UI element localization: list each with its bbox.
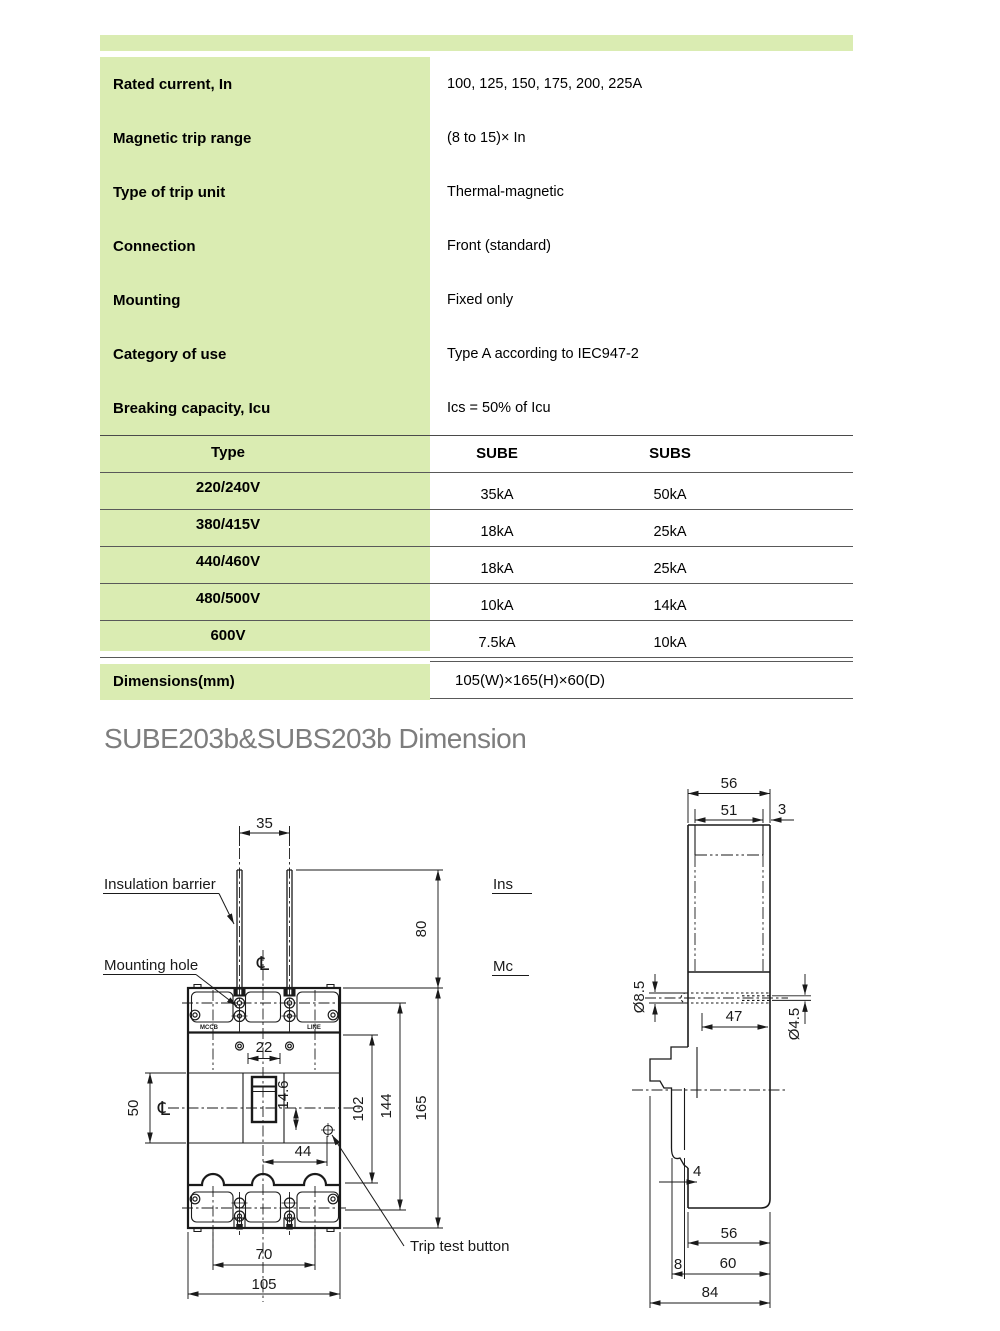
dim-60: 60: [719, 1255, 737, 1272]
dim-4: 4: [693, 1163, 702, 1180]
dim-84: 84: [701, 1284, 719, 1301]
dim-80: 80: [413, 920, 430, 938]
sube-cell: 35kA: [480, 487, 514, 503]
dim-14-6: 14.6: [275, 1080, 292, 1110]
centerline-symbol-top: ℄: [256, 953, 270, 975]
subs-cell: 14kA: [653, 598, 687, 614]
spec-value: 100, 125, 150, 175, 200, 225A: [447, 76, 643, 92]
sube-cell: 10kA: [480, 598, 514, 614]
breaking-table-header: [100, 435, 853, 473]
dimension-lines: [150, 833, 438, 1294]
spec-label: Category of use: [113, 345, 227, 363]
dim-35: 35: [256, 815, 273, 832]
front-view-texts: [104, 815, 510, 1293]
dimensions-label: Dimensions(mm): [100, 664, 430, 700]
spec-row: [100, 57, 853, 111]
sube-cell: 18kA: [480, 561, 514, 577]
dim-dia-4-5: Ø4.5: [786, 1007, 803, 1041]
cropped-mounting-label: Mc: [493, 958, 513, 975]
sube-cell: 18kA: [480, 524, 514, 540]
spec-row: [100, 381, 853, 435]
spec-row: [100, 165, 853, 219]
spec-value: Ics = 50% of Icu: [447, 400, 551, 416]
centerline-symbol-left: ℄: [157, 1098, 171, 1120]
cropped-labels: [492, 876, 532, 976]
dim-102: 102: [350, 1096, 367, 1122]
table-row: [100, 547, 853, 584]
foot-inner-lines: [685, 1047, 698, 1150]
subs-cell: 10kA: [653, 635, 687, 651]
trip-test-button-label: Trip test button: [410, 1238, 510, 1255]
centerlines: [168, 848, 362, 1302]
spec-value: Fixed only: [447, 292, 514, 308]
section-heading: SUBE203b&SUBS203b Dimension: [104, 723, 527, 754]
table-row: [100, 584, 853, 621]
mounting-hole-label: Mounting hole: [104, 957, 199, 974]
spec-table: [100, 57, 853, 435]
dimension-drawing: [0, 758, 1000, 1331]
spec-row: [100, 327, 853, 381]
spec-row: [100, 219, 853, 273]
subs-cell: 25kA: [653, 561, 687, 577]
side-barrier-outline: [688, 825, 770, 972]
col-header-type: Type: [211, 444, 245, 461]
col-header-sube: SUBE: [476, 445, 518, 462]
line-marking: LINE: [307, 1025, 321, 1031]
voltage-cell: 600V: [210, 627, 246, 644]
side-barrier-phantom-lines: [695, 855, 763, 971]
spec-label: Type of trip unit: [113, 183, 226, 201]
dim-56-bottom: 56: [720, 1225, 738, 1242]
insulation-barrier-label: Insulation barrier: [104, 876, 216, 893]
spec-row: [100, 273, 853, 327]
spec-value: Thermal-magnetic: [447, 184, 564, 200]
mccb-marking: MCCB: [200, 1025, 218, 1031]
sube-cell: 7.5kA: [478, 635, 516, 651]
trip-test-button-mark: [321, 1123, 335, 1137]
voltage-cell: 220/240V: [195, 479, 261, 496]
dim-dia-8-5: Ø8.5: [631, 980, 648, 1014]
breaking-capacity-table: [100, 435, 853, 658]
spec-value: Front (standard): [447, 238, 551, 254]
leader-lines: [103, 894, 404, 1247]
dim-56-top: 56: [720, 775, 738, 792]
dim-70: 70: [255, 1246, 273, 1263]
dim-51: 51: [720, 802, 738, 819]
col-header-subs: SUBS: [649, 445, 691, 462]
table-row: [100, 621, 853, 658]
dim-144: 144: [378, 1093, 395, 1119]
side-view-texts: [631, 775, 803, 1301]
dim-47: 47: [725, 1008, 743, 1025]
voltage-cell: 380/415V: [195, 516, 261, 533]
spec-label: Connection: [113, 237, 196, 255]
dim-50: 50: [125, 1099, 142, 1117]
dim-3: 3: [777, 801, 787, 818]
spec-label: Magnetic trip range: [113, 129, 252, 147]
spec-value: (8 to 15)× In: [447, 130, 526, 146]
subs-cell: 50kA: [653, 487, 687, 503]
table-row: [100, 473, 853, 510]
dim-44: 44: [294, 1143, 312, 1160]
dim-22: 22: [255, 1039, 273, 1056]
dim-105: 105: [251, 1276, 277, 1293]
spec-label: Breaking capacity, Icu: [113, 399, 271, 417]
dim-165: 165: [413, 1095, 430, 1121]
cropped-insulation-label: Ins: [493, 876, 514, 893]
dim-8: 8: [673, 1256, 683, 1273]
side-barrier-inner-lines: [695, 825, 763, 855]
subs-cell: 25kA: [653, 524, 687, 540]
table-row: [100, 510, 853, 547]
spec-value: Type A according to IEC947-2: [447, 346, 639, 362]
spec-label: Mounting: [113, 291, 181, 309]
mounting-foot-profile: [650, 1047, 688, 1168]
dimensions-value: 105(W)×165(H)×60(D): [430, 661, 853, 699]
handle-rocker: [252, 1077, 276, 1122]
front-view: [103, 826, 443, 1302]
spec-label: Rated current, In: [113, 75, 233, 93]
top-green-bar: [100, 35, 853, 51]
spec-row: [100, 111, 853, 165]
voltage-cell: 440/460V: [195, 553, 261, 570]
voltage-cell: 480/500V: [195, 590, 261, 607]
